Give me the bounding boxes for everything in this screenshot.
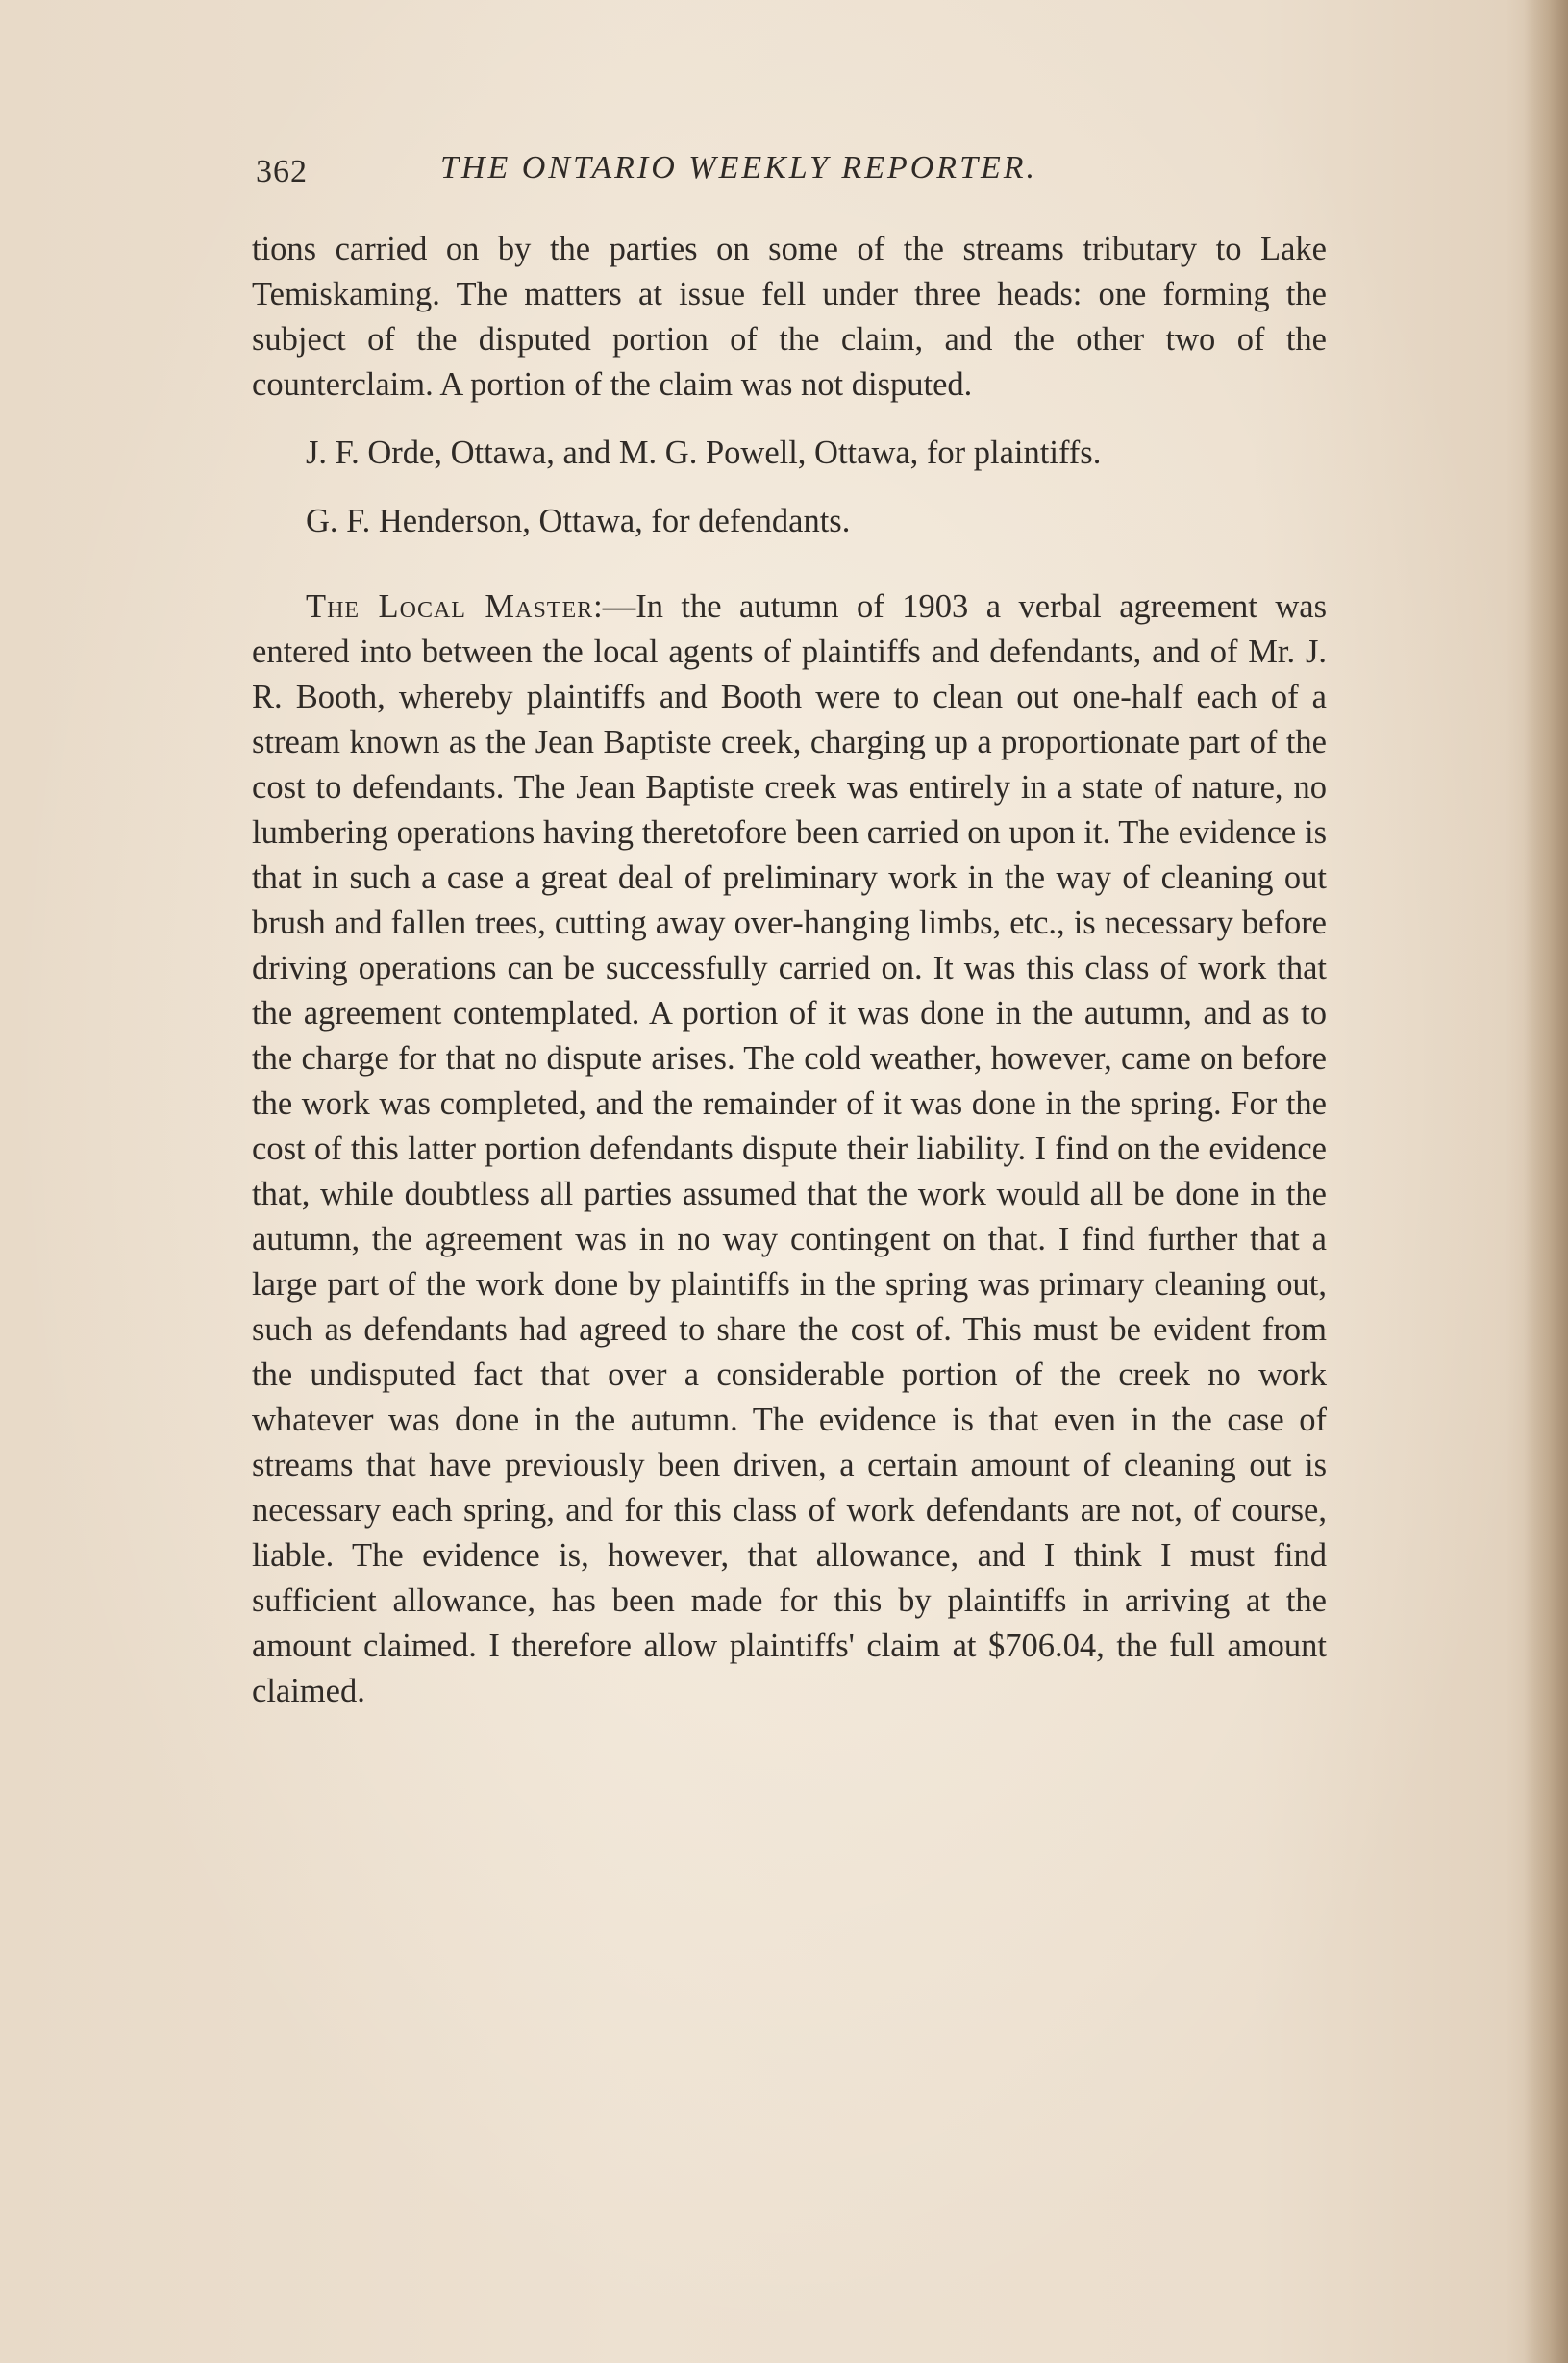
- intro-paragraph: tions carried on by the parties on some of the streams tributary to Lake Temiskaming. The matters at issue fell under three heads: one forming the subject of the disputed portion of the claim, and the other two of the counterclaim. A portion of the claim was not disputed.: [252, 231, 1327, 403]
- page-header: [256, 150, 1342, 211]
- page-edge-shadow: [1524, 0, 1568, 2363]
- page-number: 362: [256, 154, 308, 189]
- counsel-plaintiffs-paragraph: J. F. Orde, Ottawa, and M. G. Powell, Ottawa, for plaintiffs.: [306, 435, 1102, 471]
- page-body: [252, 227, 1327, 1714]
- judgment-paragraph: [252, 585, 1327, 1714]
- judgment-text: :—In the autumn of 1903 a verbal agreement was entered into between the local agents of plaintiffs and defendants, and of Mr. J. R. Booth, whereby plaintiffs and Booth were to clean out one-half each of a stream known as the Jean Baptiste creek, charging up a proportionate part of the cost to defendants. The Jean Baptiste creek was entirely in a state of nature, no lumbering operations having theretofore been carried on upon it. The evidence is that in such a case a great deal of preliminary work in the way of cleaning out brush and fallen trees, cutting away over-hanging limbs, etc., is necessary before driving operations can be successfully carried on. It was this class of work that the agreement contemplated. A portion of it was done in the autumn, and as to the charge for that no dispute arises. The cold weather, however, came on before the work was completed, and the remainder of it was done in the spring. For the cost of this latter portion defendants dispute their liability. I find on the evidence that, while doubtless all parties assumed that the work would all be done in the autumn, the agreement was in no way contingent on that. I find further that a large part of the work done by plaintiffs in the spring was primary cleaning out, such as defendants had agreed to share the cost of. This must be evident from the undisputed fact that over a considerable portion of the creek no work whatever was done in the autumn. The evidence is that even in the case of streams that have previously been driven, a certain amount of cleaning out is necessary each spring, and for this class of work defendants are not, of course, liable. The evidence is, however, that allowance, and I think I must find sufficient allowance, has been made for this by plaintiffs in arriving at the amount claimed. I therefore allow plaintiffs' claim at $706.04, the full amount claimed.: [252, 588, 1327, 1709]
- running-head: THE ONTARIO WEEKLY REPORTER.: [440, 150, 1038, 186]
- counsel-defendants-paragraph: G. F. Henderson, Ottawa, for defendants.: [306, 503, 851, 539]
- judgment-speaker: The Local Master: [306, 588, 594, 625]
